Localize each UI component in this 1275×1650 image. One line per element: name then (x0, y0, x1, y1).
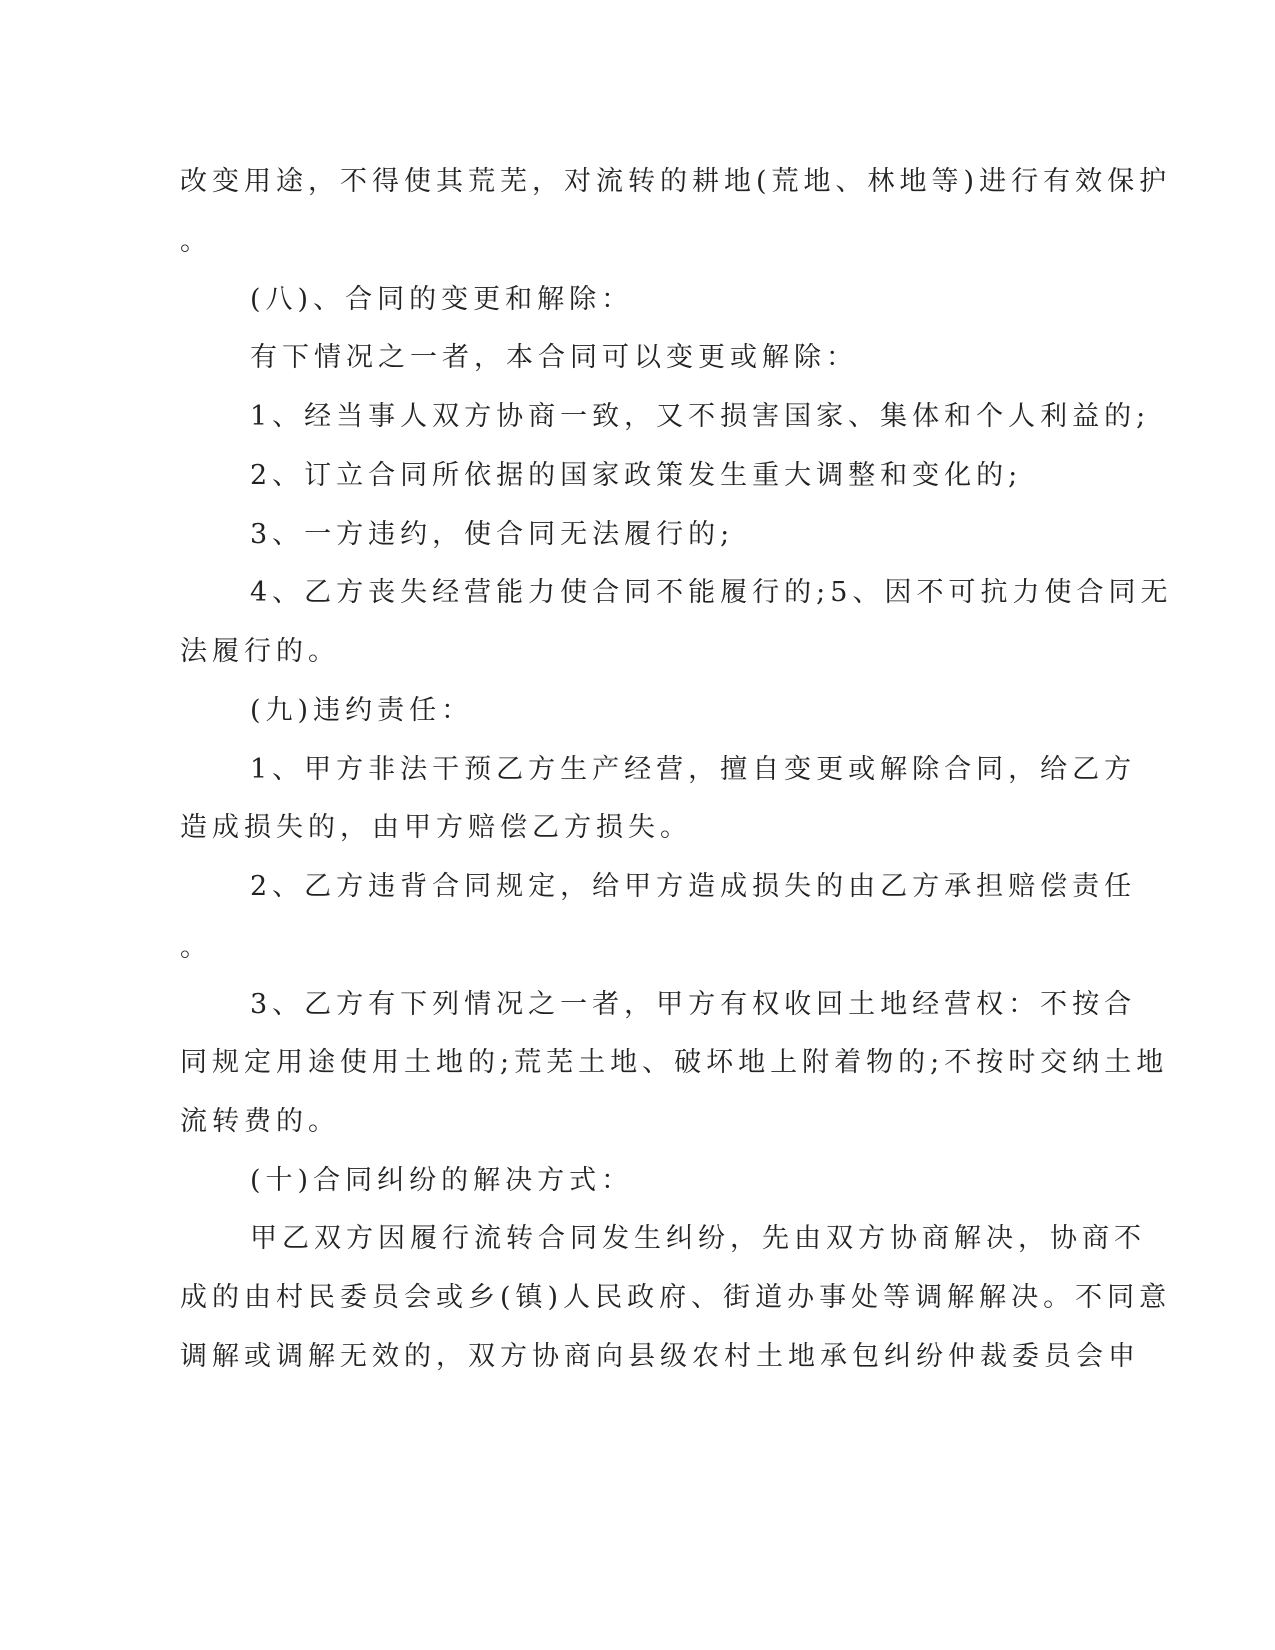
section-heading-8: (八)、合同的变更和解除： (250, 284, 634, 315)
section-heading-10: (十)合同纠纷的解决方式： (250, 1165, 634, 1196)
text-line: 改变用途，不得使其荒芜，对流转的耕地(荒地、林地等)进行有效保护 (180, 166, 1172, 197)
text-line: 调解或调解无效的，双方协商向县级农村土地承包纠纷仲裁委员会申 (180, 1341, 1140, 1372)
text-line: 。 (180, 226, 212, 257)
section-heading-9: (九)违约责任： (250, 695, 474, 726)
text-line: 法履行的。 (180, 636, 340, 667)
text-line: 有下情况之一者，本合同可以变更或解除： (250, 342, 858, 373)
text-line: 。 (180, 932, 212, 963)
text-line: 甲乙双方因履行流转合同发生纠纷，先由双方协商解决，协商不 (250, 1223, 1146, 1254)
list-item: 4、乙方丧失经营能力使合同不能履行的;5、因不可抗力使合同无 (250, 577, 1173, 608)
text-line: 成的由村民委员会或乡(镇)人民政府、街道办事处等调解解决。不同意 (180, 1282, 1172, 1313)
list-item: 1、甲方非法干预乙方生产经营，擅自变更或解除合同，给乙方 (250, 754, 1137, 785)
text-line: 同规定用途使用土地的;荒芜土地、破坏地上附着物的;不按时交纳土地 (180, 1047, 1169, 1078)
list-item: 3、乙方有下列情况之一者，甲方有权收回土地经营权：不按合 (250, 989, 1137, 1020)
list-item: 2、乙方违背合同规定，给甲方造成损失的由乙方承担赔偿责任 (250, 871, 1137, 902)
text-line: 流转费的。 (180, 1106, 340, 1137)
list-item: 3、一方违约，使合同无法履行的; (250, 519, 735, 550)
list-item: 1、经当事人双方协商一致，又不损害国家、集体和个人利益的; (250, 401, 1151, 432)
list-item: 2、订立合同所依据的国家政策发生重大调整和变化的; (250, 460, 1023, 491)
text-line: 造成损失的，由甲方赔偿乙方损失。 (180, 812, 692, 843)
